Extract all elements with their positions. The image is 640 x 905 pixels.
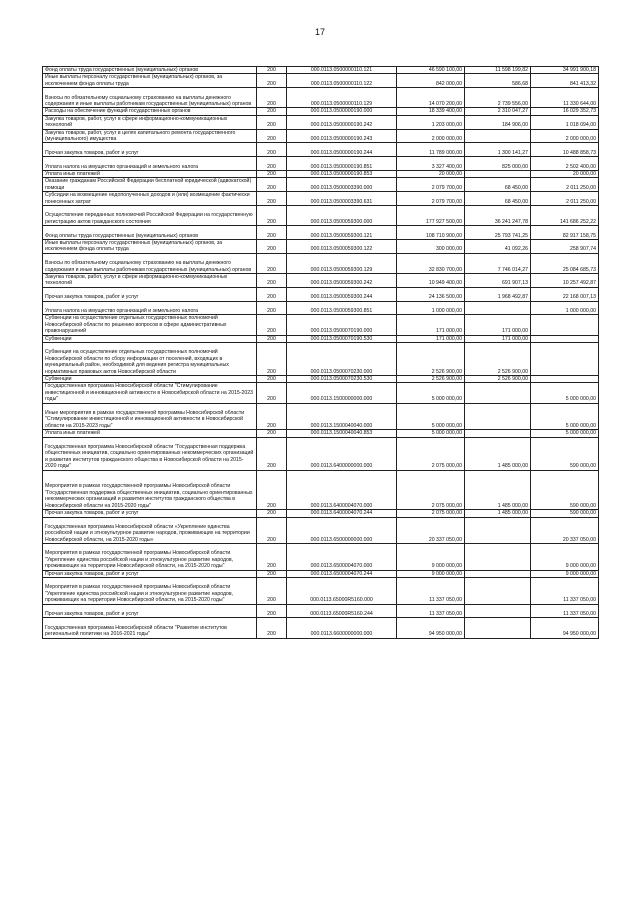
row-name-cell: Оказание гражданам Российской Федерации бесплатной юридической (адвокатской) помощи [43,178,257,192]
row-unexecuted-amount-cell: 10 488 858,73 [531,143,599,157]
row-name-cell: Иные мероприятия в рамках государственной программы Новосибирской области "Стимулирование инвестиционной и инновационной активности в Новосибирской области на 2015-2023 годы" [43,403,257,430]
row-approved-amount-cell: 3 327 400,00 [397,157,465,171]
row-name-cell: Прочая закупка товаров, работ и услуг [43,287,257,301]
row-executed-amount-cell: 25 793 741,25 [465,226,531,240]
row-line-code-cell: 200 [257,240,287,254]
row-approved-amount-cell: 18 339 400,00 [397,108,465,115]
row-unexecuted-amount-cell: 5 000 000,00 [531,430,599,437]
row-unexecuted-amount-cell [531,335,599,342]
row-unexecuted-amount-cell: 141 686 252,22 [531,206,599,226]
table-row [43,206,599,226]
row-name-cell: Субвенции [43,335,257,342]
row-name-cell: Государственная программа Новосибирской области "Государственная поддержка общественных инициатив, социально ориентированных некоммерческих организаций и развития институтов гражданского общества в Новосибирской области на 2015-2020 годы" [43,437,257,470]
row-unexecuted-amount-cell: 590 000,00 [531,437,599,470]
row-approved-amount-cell: 9 000 000,00 [397,544,465,571]
row-line-code-cell: 200 [257,192,287,206]
row-executed-amount-cell: 184 906,00 [465,115,531,129]
row-line-code-cell: 200 [257,376,287,383]
row-name-cell: Уплата налога на имущество организаций и земельного налога [43,157,257,171]
row-name-cell: Субвенция на осуществление отдельных государственных полномочий Новосибирской области по сбору информации от поселений, входящих в муниципальный район, необходимой для ведения регистра муниципальных нормативных правовых актов Новосибирской области [43,343,257,376]
row-executed-amount-cell [465,604,531,618]
row-name-cell: Взносы по обязательному социальному страхованию на выплаты денежного содержания и иные выплаты работникам государственных (муниципальных) органов [43,88,257,108]
table-row [43,570,599,577]
row-unexecuted-amount-cell: 34 991 900,18 [531,67,599,74]
row-approved-amount-cell: 10 949 400,00 [397,274,465,288]
row-classification-code-cell: 000.0113.0500000110.122 [287,74,397,88]
row-line-code-cell: 200 [257,178,287,192]
row-executed-amount-cell [465,430,531,437]
row-name-cell: Иные выплаты персоналу государственных (муниципальных) органов, за исключением фонда оплаты труда [43,240,257,254]
row-executed-amount-cell [465,570,531,577]
row-classification-code-cell: 000.0113.0500059300.242 [287,274,397,288]
row-executed-amount-cell: 2 739 556,00 [465,88,531,108]
row-classification-code-cell: 000.0113.0500000190.244 [287,143,397,157]
row-line-code-cell: 200 [257,74,287,88]
row-name-cell: Государственная программа Новосибирской области "Стимулирование инвестиционной и инновационной активности в Новосибирской области на 2015-2023 годы" [43,383,257,403]
row-name-cell: Прочая закупка товаров, работ и услуг [43,510,257,517]
row-executed-amount-cell [465,171,531,178]
row-executed-amount-cell [465,301,531,315]
row-unexecuted-amount-cell: 22 168 007,13 [531,287,599,301]
row-approved-amount-cell: 171 000,00 [397,335,465,342]
table-row [43,192,599,206]
row-approved-amount-cell: 46 590 100,00 [397,67,465,74]
table-row [43,115,599,129]
row-classification-code-cell: 000.0113.6400000000.000 [287,437,397,470]
row-name-cell: Субсидии на возмещение недополученных доходов и (или) возмещение фактически понесенных затрат [43,192,257,206]
row-approved-amount-cell: 108 710 900,00 [397,226,465,240]
row-line-code-cell: 200 [257,570,287,577]
row-line-code-cell: 200 [257,604,287,618]
row-approved-amount-cell: 94 950 000,00 [397,618,465,638]
row-classification-code-cell: 000.0113.0500000110.121 [287,67,397,74]
row-line-code-cell: 200 [257,301,287,315]
row-executed-amount-cell [465,618,531,638]
table-row [43,343,599,376]
page-number: 17 [314,27,325,37]
table-row [43,618,599,638]
row-unexecuted-amount-cell: 2 011 250,00 [531,178,599,192]
row-classification-code-cell: 000.0113.0500070230.530 [287,376,397,383]
row-unexecuted-amount-cell: 2 011 250,00 [531,192,599,206]
row-executed-amount-cell [465,129,531,143]
row-name-cell: Мероприятия в рамках государственной программы Новосибирской области "Укрепление единства российской нации и этнокультурное развитие народов, проживающих на территории Новосибирской области, на 2015-2020 годы" [43,544,257,571]
row-classification-code-cell: 000.0113.0500000190.853 [287,171,397,178]
row-approved-amount-cell: 1 000 000,00 [397,301,465,315]
row-unexecuted-amount-cell [531,343,599,376]
row-executed-amount-cell [465,403,531,430]
row-approved-amount-cell: 14 070 200,00 [397,88,465,108]
row-executed-amount-cell: 41 092,26 [465,240,531,254]
row-unexecuted-amount-cell: 16 029 352,73 [531,108,599,115]
row-line-code-cell: 200 [257,88,287,108]
table-row [43,470,599,509]
row-executed-amount-cell: 171 000,00 [465,335,531,342]
row-classification-code-cell: 000.0113.0500000110.129 [287,88,397,108]
row-classification-code-cell: 000.0113.1500000000.000 [287,383,397,403]
row-approved-amount-cell: 20 337 050,00 [397,517,465,544]
row-classification-code-cell: 000.0113.6500004070.000 [287,544,397,571]
row-approved-amount-cell: 5 000 000,00 [397,383,465,403]
budget-execution-table [42,66,599,639]
table-row [43,253,599,273]
row-line-code-cell: 200 [257,171,287,178]
table-row [43,301,599,315]
row-executed-amount-cell: 2 526 900,00 [465,343,531,376]
row-name-cell: Мероприятия в рамках государственной программы Новосибирской области "Укрепление единства российской нации и этнокультурное развитие народов, проживающих на территории Новосибирской области, на 2015-2020 годы" [43,578,257,605]
row-executed-amount-cell [465,383,531,403]
row-approved-amount-cell: 2 079 700,00 [397,178,465,192]
row-unexecuted-amount-cell: 9 000 000,00 [531,570,599,577]
row-executed-amount-cell: 1 300 141,27 [465,143,531,157]
row-line-code-cell: 200 [257,108,287,115]
row-classification-code-cell: 000.0113.0500070190.530 [287,335,397,342]
row-unexecuted-amount-cell: 590 000,00 [531,510,599,517]
table-body [43,67,599,639]
row-classification-code-cell: 000.0113.0500059300.129 [287,253,397,273]
table-row [43,157,599,171]
row-approved-amount-cell: 20 000,00 [397,171,465,178]
row-name-cell: Уплата иных платежей [43,430,257,437]
row-unexecuted-amount-cell: 82 917 158,75 [531,226,599,240]
row-line-code-cell: 200 [257,517,287,544]
row-approved-amount-cell: 2 075 000,00 [397,470,465,509]
table-row [43,274,599,288]
row-name-cell: Закупка товаров, работ, услуг в сфере информационно-коммуникационных технологий [43,274,257,288]
row-name-cell: Закупка товаров, работ, услуг в целях капитального ремонта государственного (муниципального) имущества [43,129,257,143]
row-unexecuted-amount-cell: 5 000 000,00 [531,403,599,430]
row-classification-code-cell: 000.0113.0500003390.000 [287,178,397,192]
row-unexecuted-amount-cell: 25 084 685,73 [531,253,599,273]
row-classification-code-cell: 000.0113.0500059300.244 [287,287,397,301]
row-classification-code-cell: 000.0113.0500000190.000 [287,108,397,115]
row-unexecuted-amount-cell: 2 000 000,00 [531,129,599,143]
row-approved-amount-cell: 5 000 000,00 [397,430,465,437]
row-classification-code-cell: 000.0113.0500059300.121 [287,226,397,240]
row-executed-amount-cell: 2 526 900,00 [465,376,531,383]
row-name-cell: Расходы на обеспечение функций государственных органов [43,108,257,115]
row-line-code-cell: 200 [257,578,287,605]
row-executed-amount-cell: 7 746 014,27 [465,253,531,273]
row-unexecuted-amount-cell: 2 502 400,00 [531,157,599,171]
row-executed-amount-cell [465,544,531,571]
row-classification-code-cell: 000.0113.65000R5160.244 [287,604,397,618]
row-line-code-cell: 200 [257,226,287,240]
row-approved-amount-cell: 5 000 000,00 [397,403,465,430]
row-unexecuted-amount-cell [531,376,599,383]
row-approved-amount-cell: 2 075 000,00 [397,437,465,470]
table-row [43,403,599,430]
table-row [43,88,599,108]
row-line-code-cell: 200 [257,343,287,376]
row-name-cell: Осуществление переданных полномочий Российской Федерации на государственную регистрацию актов гражданского состояния [43,206,257,226]
row-approved-amount-cell: 2 075 000,00 [397,510,465,517]
table-row [43,437,599,470]
row-classification-code-cell: 000.0113.0500070230.000 [287,343,397,376]
table-row [43,544,599,571]
row-line-code-cell: 200 [257,315,287,335]
row-approved-amount-cell: 171 000,00 [397,315,465,335]
row-classification-code-cell: 000.0113.6400004070.000 [287,470,397,509]
row-unexecuted-amount-cell: 94 950 000,00 [531,618,599,638]
row-approved-amount-cell: 2 526 900,00 [397,376,465,383]
table-row [43,287,599,301]
row-name-cell: Субвенции на осуществление отдельных государственных полномочий Новосибирской области по решению вопросов в сфере административных правонарушений [43,315,257,335]
row-approved-amount-cell: 177 927 500,00 [397,206,465,226]
table-row [43,430,599,437]
table-row [43,74,599,88]
row-name-cell: Фонд оплаты труда государственных (муниципальных) органов [43,67,257,74]
row-executed-amount-cell [465,517,531,544]
row-name-cell: Взносы по обязательному социальному страхованию на выплаты денежного содержания и иные выплаты работникам государственных (муниципальных) органов [43,253,257,273]
row-approved-amount-cell: 2 000 000,00 [397,129,465,143]
row-executed-amount-cell: 68 450,00 [465,192,531,206]
row-approved-amount-cell: 1 203 000,00 [397,115,465,129]
row-line-code-cell: 200 [257,335,287,342]
row-executed-amount-cell: 691 907,13 [465,274,531,288]
table-row [43,129,599,143]
row-name-cell: Уплата иных платежей [43,171,257,178]
row-unexecuted-amount-cell: 1 018 094,00 [531,115,599,129]
row-unexecuted-amount-cell: 258 907,74 [531,240,599,254]
row-unexecuted-amount-cell: 9 000 000,00 [531,544,599,571]
row-classification-code-cell: 000.0113.1500040040.000 [287,403,397,430]
row-approved-amount-cell: 11 337 050,00 [397,578,465,605]
row-name-cell: Закупка товаров, работ, услуг в сфере информационно-коммуникационных технологий [43,115,257,129]
row-unexecuted-amount-cell: 20 337 050,00 [531,517,599,544]
row-line-code-cell: 200 [257,618,287,638]
row-classification-code-cell: 000.0113.0500000190.851 [287,157,397,171]
row-approved-amount-cell: 2 526 900,00 [397,343,465,376]
row-approved-amount-cell: 842 000,00 [397,74,465,88]
row-name-cell: Государственная программа Новосибирской области "Развитие институтов региональной политики на 2016-2021 годы" [43,618,257,638]
table-row [43,67,599,74]
row-line-code-cell: 200 [257,157,287,171]
row-name-cell: Государственная программа Новосибирской области «Укрепление единства российской нации и этнокультурное развитие народов, проживающих на территории Новосибирской области, на 2015-2020 годы» [43,517,257,544]
row-line-code-cell: 200 [257,206,287,226]
table-row [43,226,599,240]
row-classification-code-cell: 000.0113.65000R5160.000 [287,578,397,605]
table-row [43,171,599,178]
table-row [43,108,599,115]
row-executed-amount-cell: 1 485 000,00 [465,510,531,517]
row-unexecuted-amount-cell: 11 330 644,00 [531,88,599,108]
row-classification-code-cell: 000.0113.0500059300.851 [287,301,397,315]
row-line-code-cell: 200 [257,470,287,509]
row-unexecuted-amount-cell: 10 257 492,87 [531,274,599,288]
table-row [43,315,599,335]
row-executed-amount-cell: 36 241 247,78 [465,206,531,226]
row-name-cell: Прочая закупка товаров, работ и услуг [43,143,257,157]
row-classification-code-cell: 000.0113.6600000000.000 [287,618,397,638]
table-row [43,143,599,157]
table-row [43,240,599,254]
row-unexecuted-amount-cell: 11 337 050,00 [531,604,599,618]
row-line-code-cell: 200 [257,143,287,157]
row-executed-amount-cell: 825 000,00 [465,157,531,171]
row-line-code-cell: 200 [257,67,287,74]
row-approved-amount-cell: 9 000 000,00 [397,570,465,577]
row-classification-code-cell: 000.0113.0500059300.000 [287,206,397,226]
row-name-cell: Субвенции [43,376,257,383]
row-unexecuted-amount-cell [531,315,599,335]
row-approved-amount-cell: 24 136 500,00 [397,287,465,301]
row-approved-amount-cell: 300 000,00 [397,240,465,254]
row-executed-amount-cell: 11 598 199,82 [465,67,531,74]
row-unexecuted-amount-cell: 590 000,00 [531,470,599,509]
table-row [43,178,599,192]
row-name-cell: Уплата налога на имущество организаций и земельного налога [43,301,257,315]
row-approved-amount-cell: 11 337 050,00 [397,604,465,618]
row-approved-amount-cell: 32 830 700,00 [397,253,465,273]
row-line-code-cell: 200 [257,430,287,437]
row-executed-amount-cell: 171 000,00 [465,315,531,335]
row-executed-amount-cell: 68 450,00 [465,178,531,192]
row-classification-code-cell: 000.0113.6400004070.244 [287,510,397,517]
row-name-cell: Прочая закупка товаров, работ и услуг [43,570,257,577]
row-name-cell: Мероприятия в рамках государственной программы Новосибирской области "Государственная поддержка общественных инициатив, социально ориентированных некоммерческих организаций и развития институтов гражданского общества в Новосибирской области на 2015-2020 годы" [43,470,257,509]
table-row [43,383,599,403]
row-classification-code-cell: 000.0113.0500059300.122 [287,240,397,254]
row-line-code-cell: 200 [257,253,287,273]
row-name-cell: Иные выплаты персоналу государственных (муниципальных) органов, за исключением фонда оплаты труда [43,74,257,88]
row-name-cell: Фонд оплаты труда государственных (муниципальных) органов [43,226,257,240]
row-line-code-cell: 200 [257,544,287,571]
row-unexecuted-amount-cell: 841 413,32 [531,74,599,88]
row-line-code-cell: 200 [257,437,287,470]
row-line-code-cell: 200 [257,510,287,517]
row-classification-code-cell: 000.0113.0500070190.000 [287,315,397,335]
table-row [43,517,599,544]
table-row [43,578,599,605]
row-line-code-cell: 200 [257,383,287,403]
row-line-code-cell: 200 [257,274,287,288]
row-unexecuted-amount-cell: 20 000,00 [531,171,599,178]
row-executed-amount-cell: 586,68 [465,74,531,88]
row-executed-amount-cell: 1 968 492,87 [465,287,531,301]
row-approved-amount-cell: 11 789 000,00 [397,143,465,157]
row-unexecuted-amount-cell: 5 000 000,00 [531,383,599,403]
table-row [43,510,599,517]
row-executed-amount-cell [465,578,531,605]
row-unexecuted-amount-cell: 1 000 000,00 [531,301,599,315]
table-row [43,604,599,618]
table-row [43,335,599,342]
table-row [43,376,599,383]
row-classification-code-cell: 000.0113.0500000190.243 [287,129,397,143]
row-executed-amount-cell: 2 310 047,27 [465,108,531,115]
row-classification-code-cell: 000.0113.0500003390.631 [287,192,397,206]
row-name-cell: Прочая закупка товаров, работ и услуг [43,604,257,618]
row-line-code-cell: 200 [257,129,287,143]
row-classification-code-cell: 000.0113.1500040040.853 [287,430,397,437]
row-executed-amount-cell: 1 485 000,00 [465,437,531,470]
row-line-code-cell: 200 [257,403,287,430]
row-unexecuted-amount-cell: 11 337 050,00 [531,578,599,605]
row-approved-amount-cell: 2 079 700,00 [397,192,465,206]
row-executed-amount-cell: 1 485 000,00 [465,470,531,509]
row-line-code-cell: 200 [257,115,287,129]
row-classification-code-cell: 000.0113.6500004070.244 [287,570,397,577]
row-line-code-cell: 200 [257,287,287,301]
row-classification-code-cell: 000.0113.0500000190.242 [287,115,397,129]
row-classification-code-cell: 000.0113.6500000000.000 [287,517,397,544]
